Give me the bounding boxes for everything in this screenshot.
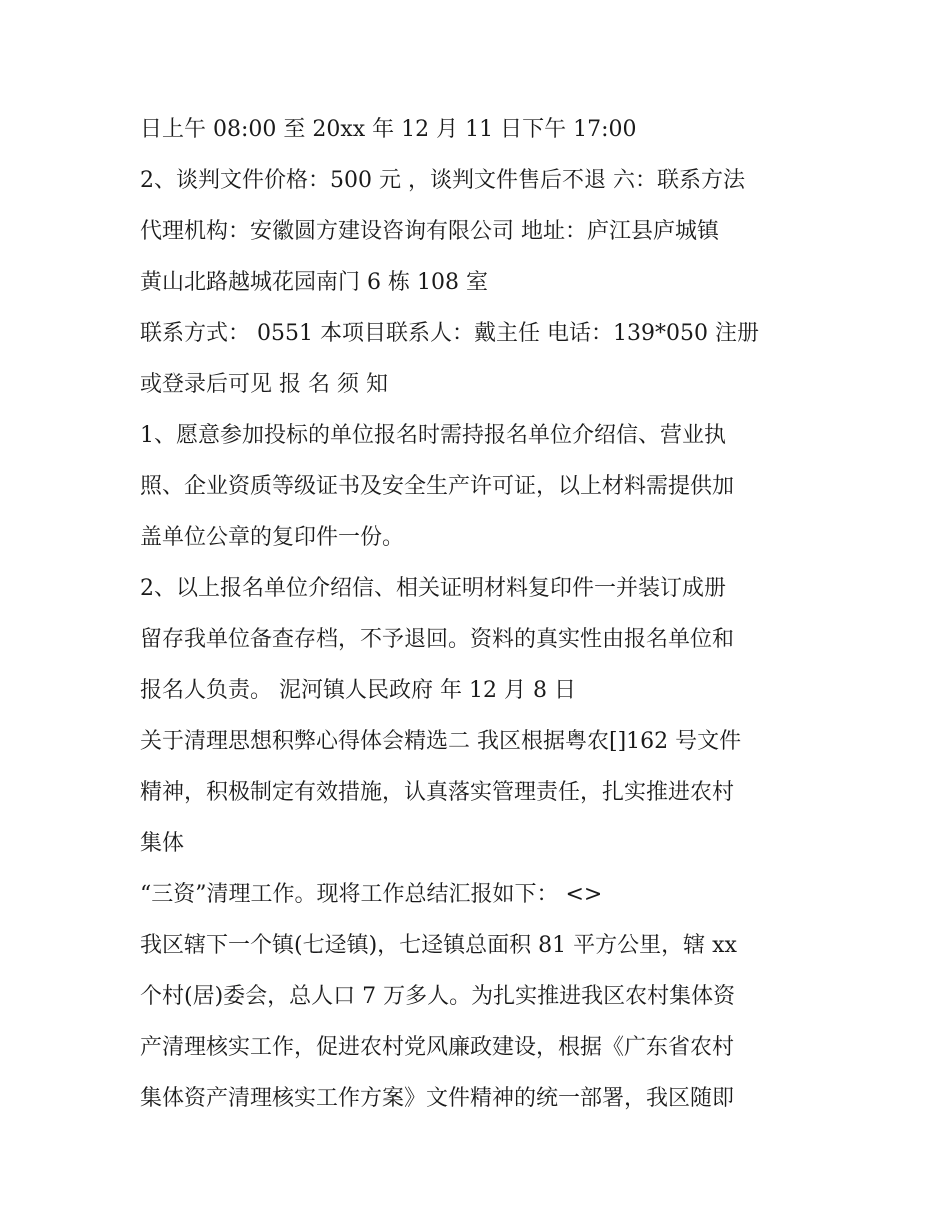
text-line: 黄山北路越城花园南门 6 栋 108 室: [140, 270, 488, 295]
text-line: 照、企业资质等级证书及安全生产许可证，以上材料需提供加: [140, 474, 735, 499]
document-body: [140, 108, 840, 1128]
text-line: 日上午 08:00 至 20xx 年 12 月 11 日下午 17:00: [140, 117, 637, 142]
text-line: 集体: [140, 831, 185, 856]
text-line: 联系方式： 0551 本项目联系人：戴主任 电话：139*050 注册: [140, 321, 759, 346]
text-line: 1、愿意参加投标的单位报名时需持报名单位介绍信、营业执: [140, 423, 726, 448]
text-line: 产清理核实工作，促进农村党风廉政建设，根据《广东省农村: [140, 1035, 735, 1060]
text-line: 2、以上报名单位介绍信、相关证明材料复印件一并装订成册: [140, 576, 726, 601]
text-line: 盖单位公章的复印件一份。: [140, 525, 405, 550]
text-line: 2、谈判文件价格：500 元 ，谈判文件售后不退 六：联系方法: [140, 168, 745, 193]
text-line: 集体资产清理核实工作方案》文件精神的统一部署，我区随即: [140, 1086, 735, 1111]
text-line: 留存我单位备查存档，不予退回。资料的真实性由报名单位和: [140, 627, 735, 652]
text-line: 我区辖下一个镇(七迳镇)，七迳镇总面积 81 平方公里，辖 xx: [140, 933, 737, 958]
text-line: 个村(居)委会，总人口 7 万多人。为扎实推进我区农村集体资: [140, 984, 736, 1009]
text-line: 或登录后可见 报 名 须 知: [140, 372, 388, 397]
text-line: 关于清理思想积弊心得体会精选二 我区根据粤农[]162 号文件: [140, 729, 742, 754]
text-line: 代理机构：安徽圆方建设咨询有限公司 地址：庐江县庐城镇: [140, 219, 719, 244]
text-line: 精神，积极制定有效措施，认真落实管理责任，扎实推进农村: [140, 780, 735, 805]
text-line: 报名人负责。 泥河镇人民政府 年 12 月 8 日: [140, 678, 576, 703]
text-line: “三资”清理工作。现将工作总结汇报如下： <>: [140, 882, 603, 907]
